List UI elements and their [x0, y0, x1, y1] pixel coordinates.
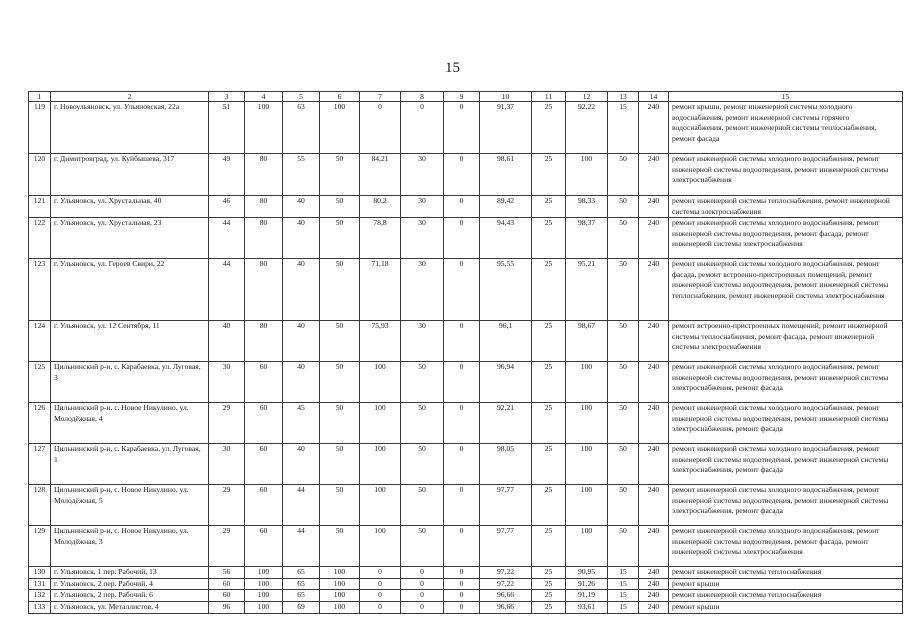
value-cell-c14: 240 — [639, 444, 669, 485]
address-cell: г. Ульяновск, 1 пер. Рабочий, 13 — [51, 567, 209, 579]
column-number-header: 2 — [51, 92, 209, 102]
row-number: 127 — [29, 444, 51, 485]
value-cell-c11: 25 — [532, 154, 566, 196]
value-cell-c10: 96,66 — [480, 601, 532, 613]
value-cell-c8: 50 — [401, 444, 444, 485]
value-cell-c9: 0 — [444, 102, 480, 154]
address-cell: г. Ульяновск, ул. Металлистов, 4 — [51, 601, 209, 613]
table-row — [29, 590, 903, 602]
table-row — [29, 196, 903, 218]
value-cell-c7: 100 — [360, 526, 401, 567]
value-cell-c5: 40 — [283, 196, 320, 218]
value-cell-c7: 78,8 — [360, 218, 401, 259]
value-cell-c4: 60 — [245, 403, 283, 444]
value-cell-c10: 91,37 — [480, 102, 532, 154]
column-number-header: 15 — [669, 92, 903, 102]
value-cell-c8: 30 — [401, 218, 444, 259]
value-cell-c4: 80 — [245, 321, 283, 362]
address-cell: Цильнинский р-н, с. Карабаевка, ул. Луговая, 3 — [51, 362, 209, 403]
value-cell-c11: 25 — [532, 102, 566, 154]
value-cell-c11: 25 — [532, 590, 566, 602]
value-cell-c14: 240 — [639, 218, 669, 259]
value-cell-c13: 50 — [608, 196, 639, 218]
value-cell-c6: 100 — [320, 590, 360, 602]
column-number-header: 3 — [209, 92, 245, 102]
address-cell: Цильнинский р-н, с. Новое Никулино, ул. Молодёжная, 5 — [51, 485, 209, 526]
value-cell-c14: 240 — [639, 601, 669, 613]
value-cell-c6: 50 — [320, 196, 360, 218]
value-cell-c3: 56 — [209, 567, 245, 579]
address-cell: г. Ульяновск, ул. Хрустальная, 40 — [51, 196, 209, 218]
value-cell-c11: 25 — [532, 485, 566, 526]
value-cell-c11: 25 — [532, 526, 566, 567]
table-row — [29, 218, 903, 259]
page-number: 15 — [445, 60, 460, 76]
value-cell-c9: 0 — [444, 485, 480, 526]
value-cell-c13: 50 — [608, 218, 639, 259]
address-cell: г. Новоульяновск, ул. Ульяновская, 22а — [51, 102, 209, 154]
column-number-header: 11 — [532, 92, 566, 102]
value-cell-c13: 50 — [608, 526, 639, 567]
value-cell-c10: 92,21 — [480, 403, 532, 444]
value-cell-c8: 50 — [401, 362, 444, 403]
table-body — [29, 92, 903, 614]
row-number: 133 — [29, 601, 51, 613]
value-cell-c12: 90,95 — [566, 567, 608, 579]
value-cell-c7: 100 — [360, 403, 401, 444]
works-cell: ремонт инженерной системы холодного водоснабжения, ремонт инженерной системы водоотведения, ремонт инженерной системы электроснабжения, ремонт фасада — [669, 403, 903, 444]
value-cell-c4: 80 — [245, 154, 283, 196]
value-cell-c12: 91,26 — [566, 578, 608, 590]
value-cell-c13: 15 — [608, 102, 639, 154]
value-cell-c3: 44 — [209, 218, 245, 259]
value-cell-c8: 50 — [401, 403, 444, 444]
value-cell-c8: 0 — [401, 601, 444, 613]
value-cell-c4: 80 — [245, 218, 283, 259]
table-row — [29, 578, 903, 590]
value-cell-c4: 60 — [245, 362, 283, 403]
row-number: 131 — [29, 578, 51, 590]
value-cell-c14: 240 — [639, 362, 669, 403]
value-cell-c13: 50 — [608, 403, 639, 444]
value-cell-c4: 100 — [245, 102, 283, 154]
value-cell-c9: 0 — [444, 321, 480, 362]
value-cell-c5: 55 — [283, 154, 320, 196]
row-number: 126 — [29, 403, 51, 444]
value-cell-c7: 100 — [360, 485, 401, 526]
value-cell-c13: 50 — [608, 362, 639, 403]
value-cell-c12: 98,37 — [566, 218, 608, 259]
value-cell-c12: 98,67 — [566, 321, 608, 362]
value-cell-c8: 0 — [401, 590, 444, 602]
works-cell: ремонт крыши, ремонт инженерной системы холодного водоснабжения, ремонт инженерной системы горячего водоснабжения, ремонт инженерной системы теплоснабжения, ремонт фасада — [669, 102, 903, 154]
value-cell-c8: 50 — [401, 485, 444, 526]
value-cell-c7: 100 — [360, 444, 401, 485]
value-cell-c5: 40 — [283, 218, 320, 259]
value-cell-c13: 50 — [608, 444, 639, 485]
value-cell-c13: 50 — [608, 154, 639, 196]
value-cell-c8: 0 — [401, 102, 444, 154]
value-cell-c14: 240 — [639, 154, 669, 196]
value-cell-c13: 15 — [608, 578, 639, 590]
column-number-header: 13 — [608, 92, 639, 102]
value-cell-c6: 50 — [320, 218, 360, 259]
address-cell: г. Ульяновск, ул. Героев Свири, 22 — [51, 259, 209, 321]
value-cell-c4: 60 — [245, 444, 283, 485]
value-cell-c10: 97,22 — [480, 567, 532, 579]
row-number: 120 — [29, 154, 51, 196]
value-cell-c8: 50 — [401, 526, 444, 567]
value-cell-c10: 94,43 — [480, 218, 532, 259]
value-cell-c5: 40 — [283, 362, 320, 403]
value-cell-c12: 100 — [566, 526, 608, 567]
value-cell-c9: 0 — [444, 259, 480, 321]
row-number: 123 — [29, 259, 51, 321]
table-row — [29, 444, 903, 485]
column-number-header: 10 — [480, 92, 532, 102]
address-cell: Цильнинский р-н, с. Карабаевка, ул. Луговая, 1 — [51, 444, 209, 485]
value-cell-c3: 51 — [209, 102, 245, 154]
value-cell-c13: 15 — [608, 601, 639, 613]
column-number-row — [29, 92, 903, 102]
value-cell-c3: 96 — [209, 601, 245, 613]
value-cell-c7: 84,21 — [360, 154, 401, 196]
address-cell: г. Ульяновск, 2 пер. Рабочий, 4 — [51, 578, 209, 590]
value-cell-c14: 240 — [639, 578, 669, 590]
value-cell-c4: 80 — [245, 259, 283, 321]
address-cell: г. Ульяновск, ул. Хрустальная, 23 — [51, 218, 209, 259]
value-cell-c8: 30 — [401, 321, 444, 362]
value-cell-c14: 240 — [639, 102, 669, 154]
works-cell: ремонт инженерной системы холодного водоснабжения, ремонт инженерной системы водоотведения, ремонт фасада, ремонт инженерной системы электроснабжения — [669, 218, 903, 259]
value-cell-c12: 100 — [566, 444, 608, 485]
table-row — [29, 154, 903, 196]
table-row — [29, 403, 903, 444]
works-cell: ремонт крыши — [669, 601, 903, 613]
column-number-header: 6 — [320, 92, 360, 102]
table-row — [29, 102, 903, 154]
value-cell-c14: 240 — [639, 590, 669, 602]
value-cell-c9: 0 — [444, 601, 480, 613]
value-cell-c11: 25 — [532, 567, 566, 579]
column-number-header: 8 — [401, 92, 444, 102]
value-cell-c14: 240 — [639, 567, 669, 579]
value-cell-c12: 100 — [566, 403, 608, 444]
value-cell-c9: 0 — [444, 567, 480, 579]
value-cell-c9: 0 — [444, 578, 480, 590]
works-cell: ремонт встроенно-пристроенных помещений, ремонт инженерной системы теплоснабжения, ремонт фасада, ремонт инженерной системы электроснабжения — [669, 321, 903, 362]
value-cell-c6: 50 — [320, 403, 360, 444]
address-cell: г. Ульяновск, ул. 12 Сентября, 11 — [51, 321, 209, 362]
row-number: 122 — [29, 218, 51, 259]
value-cell-c10: 97,77 — [480, 485, 532, 526]
value-cell-c13: 50 — [608, 485, 639, 526]
value-cell-c13: 15 — [608, 567, 639, 579]
table-row — [29, 485, 903, 526]
works-cell: ремонт инженерной системы теплоснабжения, ремонт инженерной системы электроснабжения — [669, 196, 903, 218]
table-row — [29, 259, 903, 321]
column-number-header: 9 — [444, 92, 480, 102]
value-cell-c6: 50 — [320, 259, 360, 321]
value-cell-c14: 240 — [639, 403, 669, 444]
works-cell: ремонт инженерной системы теплоснабжения — [669, 590, 903, 602]
value-cell-c8: 30 — [401, 259, 444, 321]
value-cell-c7: 80,2 — [360, 196, 401, 218]
value-cell-c11: 25 — [532, 196, 566, 218]
value-cell-c12: 98,33 — [566, 196, 608, 218]
value-cell-c14: 240 — [639, 526, 669, 567]
works-cell: ремонт инженерной системы холодного водоснабжения, ремонт инженерной системы водоотведения, ремонт фасада, ремонт инженерной системы электроснабжения — [669, 526, 903, 567]
value-cell-c11: 25 — [532, 218, 566, 259]
value-cell-c6: 50 — [320, 485, 360, 526]
value-cell-c3: 46 — [209, 196, 245, 218]
table-row — [29, 362, 903, 403]
row-number: 130 — [29, 567, 51, 579]
value-cell-c4: 60 — [245, 485, 283, 526]
value-cell-c6: 50 — [320, 154, 360, 196]
value-cell-c11: 25 — [532, 362, 566, 403]
value-cell-c7: 100 — [360, 362, 401, 403]
value-cell-c8: 0 — [401, 567, 444, 579]
value-cell-c12: 95,21 — [566, 259, 608, 321]
works-cell: ремонт инженерной системы теплоснабжения — [669, 567, 903, 579]
value-cell-c11: 25 — [532, 601, 566, 613]
value-cell-c12: 91,19 — [566, 590, 608, 602]
value-cell-c6: 50 — [320, 444, 360, 485]
value-cell-c7: 0 — [360, 102, 401, 154]
value-cell-c6: 50 — [320, 321, 360, 362]
value-cell-c10: 97,22 — [480, 578, 532, 590]
value-cell-c11: 25 — [532, 403, 566, 444]
value-cell-c4: 100 — [245, 601, 283, 613]
value-cell-c5: 63 — [283, 102, 320, 154]
row-number: 128 — [29, 485, 51, 526]
value-cell-c6: 50 — [320, 362, 360, 403]
value-cell-c12: 100 — [566, 154, 608, 196]
value-cell-c3: 30 — [209, 362, 245, 403]
value-cell-c5: 44 — [283, 485, 320, 526]
works-cell: ремонт инженерной системы холодного водоснабжения, ремонт инженерной системы водоотведения, ремонт инженерной системы электроснабжения, ремонт фасада — [669, 444, 903, 485]
table-row — [29, 321, 903, 362]
value-cell-c9: 0 — [444, 590, 480, 602]
value-cell-c9: 0 — [444, 362, 480, 403]
value-cell-c10: 97,77 — [480, 526, 532, 567]
value-cell-c14: 240 — [639, 259, 669, 321]
value-cell-c3: 40 — [209, 321, 245, 362]
value-cell-c6: 100 — [320, 601, 360, 613]
value-cell-c14: 240 — [639, 321, 669, 362]
row-number: 119 — [29, 102, 51, 154]
value-cell-c8: 0 — [401, 578, 444, 590]
address-cell: Цильнинский р-н, с. Новое Никулино, ул. Молодёжная, 4 — [51, 403, 209, 444]
value-cell-c3: 49 — [209, 154, 245, 196]
value-cell-c9: 0 — [444, 444, 480, 485]
value-cell-c7: 75,93 — [360, 321, 401, 362]
column-number-header: 1 — [29, 92, 51, 102]
value-cell-c6: 100 — [320, 102, 360, 154]
value-cell-c9: 0 — [444, 218, 480, 259]
works-cell: ремонт инженерной системы холодного водоснабжения, ремонт инженерной системы водоотведения, ремонт инженерной системы электроснабжения, ремонт фасада — [669, 485, 903, 526]
value-cell-c5: 65 — [283, 578, 320, 590]
value-cell-c6: 50 — [320, 526, 360, 567]
value-cell-c13: 50 — [608, 321, 639, 362]
value-cell-c9: 0 — [444, 403, 480, 444]
value-cell-c3: 44 — [209, 259, 245, 321]
works-cell: ремонт инженерной системы холодного водоснабжения, ремонт инженерной системы водоотведения, ремонт инженерной системы электроснабжения — [669, 154, 903, 196]
column-number-header: 12 — [566, 92, 608, 102]
value-cell-c10: 98,61 — [480, 154, 532, 196]
value-cell-c4: 100 — [245, 578, 283, 590]
value-cell-c12: 100 — [566, 362, 608, 403]
value-cell-c3: 29 — [209, 403, 245, 444]
value-cell-c9: 0 — [444, 154, 480, 196]
value-cell-c5: 40 — [283, 321, 320, 362]
value-cell-c9: 0 — [444, 526, 480, 567]
address-cell: г. Ульяновск, 2 пер. Рабочий, 6 — [51, 590, 209, 602]
value-cell-c3: 60 — [209, 590, 245, 602]
column-number-header: 14 — [639, 92, 669, 102]
value-cell-c5: 40 — [283, 444, 320, 485]
works-cell: ремонт инженерной системы холодного водоснабжения, ремонт инженерной системы водоотведения, ремонт инженерной системы электроснабжения, ремонт фасада — [669, 362, 903, 403]
value-cell-c7: 71,18 — [360, 259, 401, 321]
value-cell-c10: 96,1 — [480, 321, 532, 362]
table-row — [29, 567, 903, 579]
value-cell-c13: 15 — [608, 590, 639, 602]
value-cell-c12: 93,61 — [566, 601, 608, 613]
row-number: 124 — [29, 321, 51, 362]
table-row — [29, 526, 903, 567]
register-table — [28, 91, 903, 614]
value-cell-c7: 0 — [360, 601, 401, 613]
value-cell-c5: 65 — [283, 590, 320, 602]
value-cell-c7: 0 — [360, 578, 401, 590]
value-cell-c11: 25 — [532, 321, 566, 362]
value-cell-c11: 25 — [532, 259, 566, 321]
row-number: 132 — [29, 590, 51, 602]
row-number: 121 — [29, 196, 51, 218]
value-cell-c5: 44 — [283, 526, 320, 567]
column-number-header: 4 — [245, 92, 283, 102]
table-row — [29, 601, 903, 613]
column-number-header: 7 — [360, 92, 401, 102]
works-cell: ремонт крыши — [669, 578, 903, 590]
value-cell-c3: 60 — [209, 578, 245, 590]
value-cell-c10: 96,66 — [480, 590, 532, 602]
value-cell-c13: 50 — [608, 259, 639, 321]
value-cell-c8: 30 — [401, 154, 444, 196]
value-cell-c6: 100 — [320, 567, 360, 579]
value-cell-c5: 40 — [283, 259, 320, 321]
value-cell-c12: 92,22 — [566, 102, 608, 154]
value-cell-c4: 60 — [245, 526, 283, 567]
works-cell: ремонт инженерной системы холодного водоснабжения, ремонт фасада, ремонт встроенно-пристроенных помещений, ремонт инженерной системы водоотведения, ремонт инженерной системы теплоснабжения, ремонт инженерной системы электроснабжения — [669, 259, 903, 321]
value-cell-c14: 240 — [639, 485, 669, 526]
value-cell-c10: 96,94 — [480, 362, 532, 403]
address-cell: г. Димитровград, ул. Куйбышева, 317 — [51, 154, 209, 196]
value-cell-c8: 30 — [401, 196, 444, 218]
value-cell-c4: 80 — [245, 196, 283, 218]
value-cell-c3: 29 — [209, 485, 245, 526]
row-number: 129 — [29, 526, 51, 567]
value-cell-c11: 25 — [532, 578, 566, 590]
value-cell-c10: 95,55 — [480, 259, 532, 321]
value-cell-c6: 100 — [320, 578, 360, 590]
value-cell-c5: 69 — [283, 601, 320, 613]
value-cell-c4: 100 — [245, 590, 283, 602]
address-cell: Цильнинский р-н, с. Новое Никулино, ул. Молодёжная, 3 — [51, 526, 209, 567]
value-cell-c3: 29 — [209, 526, 245, 567]
value-cell-c9: 0 — [444, 196, 480, 218]
value-cell-c7: 0 — [360, 567, 401, 579]
value-cell-c3: 30 — [209, 444, 245, 485]
column-number-header: 5 — [283, 92, 320, 102]
value-cell-c4: 100 — [245, 567, 283, 579]
value-cell-c14: 240 — [639, 196, 669, 218]
value-cell-c5: 45 — [283, 403, 320, 444]
value-cell-c10: 89,42 — [480, 196, 532, 218]
row-number: 125 — [29, 362, 51, 403]
value-cell-c10: 98,05 — [480, 444, 532, 485]
value-cell-c12: 100 — [566, 485, 608, 526]
value-cell-c5: 65 — [283, 567, 320, 579]
value-cell-c11: 25 — [532, 444, 566, 485]
value-cell-c7: 0 — [360, 590, 401, 602]
